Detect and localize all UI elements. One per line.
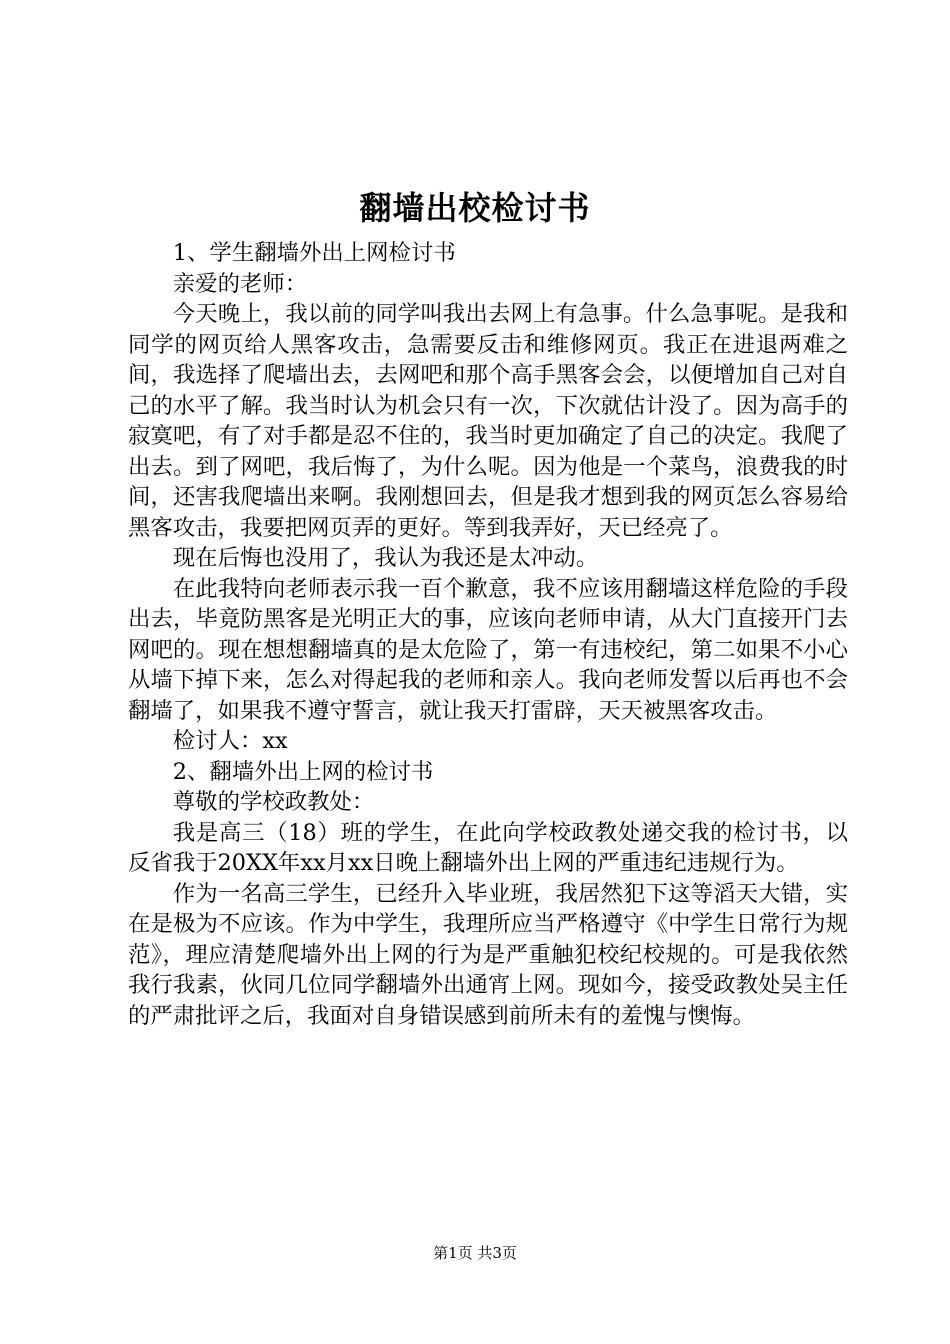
section-heading-1: 1、学生翻墙外出上网检讨书 (172, 240, 456, 266)
salutation-1: 亲爱的老师： (172, 270, 308, 297)
signature-line: 检讨人：xx (172, 728, 288, 754)
section-heading-2: 2、翻墙外出上网的检讨书 (172, 758, 434, 785)
paragraph-1: 今天晚上，我以前的同学叫我出去网上有急事。什么急事呢。是我和同学的网页给人黑客攻击，急需要反击和维修网页。我正在进退两难之间，我选择了爬墙出去，去网吧和那个高手黑客会会，以便增加自己对自己的水平了解。我当时认为机会只有一次，下次就估计没了。因为高手的寂寞吧，有了对手都是忍不住的，我当时更加确定了自己的决定。我爬了出去。到了网吧，我后悔了，为什么呢。因为他是一个菜鸟，浪费我的时间，还害我爬墙出来啊。我刚想回去，但是我才想到我的网页怎么容易给黑客攻击，我要把网页弄的更好。等到我弄好，天已经亮了。 (128, 301, 848, 541)
document-body (128, 238, 848, 1031)
document-title: 翻墙出校检讨书 (359, 189, 591, 227)
paragraph-5: 作为一名高三学生，已经升入毕业班，我居然犯下这等滔天大错，实在是极为不应该。作为中学生，我理所应当严格遵守《中学生日常行为规范》，理应清楚爬墙外出上网的行为是严重触犯校纪校规的。可是我依然我行我素，伙同几位同学翻墙外出通宵上网。现如今，接受政教处吴主任的严肃批评之后，我面对自身错误感到前所未有的羞愧与懊悔。 (128, 880, 848, 1029)
page-footer: 第1页 共3页 (433, 1244, 517, 1262)
salutation-2: 尊敬的学校政教处： (172, 789, 375, 815)
paragraph-3: 在此我特向老师表示我一百个歉意，我不应该用翻墙这样危险的手段出去，毕竟防黑客是光明正大的事，应该向老师申请，从大门直接开门去网吧的。现在想想翻墙真的是太危险了，第一有违校纪，第二如果不小心从墙下掉下来，怎么对得起我的老师和亲人。我向老师发誓以后再也不会翻墙了，如果我不遵守誓言，就让我天打雷辟，天天被黑客攻击。 (128, 575, 848, 724)
paragraph-4: 我是高三（18）班的学生，在此向学校政教处递交我的检讨书，以反省我于20XX年xx月xx日晚上翻墙外出上网的严重违纪违规行为。 (128, 819, 848, 876)
paragraph-2: 现在后悔也没用了，我认为我还是太冲动。 (172, 545, 599, 571)
